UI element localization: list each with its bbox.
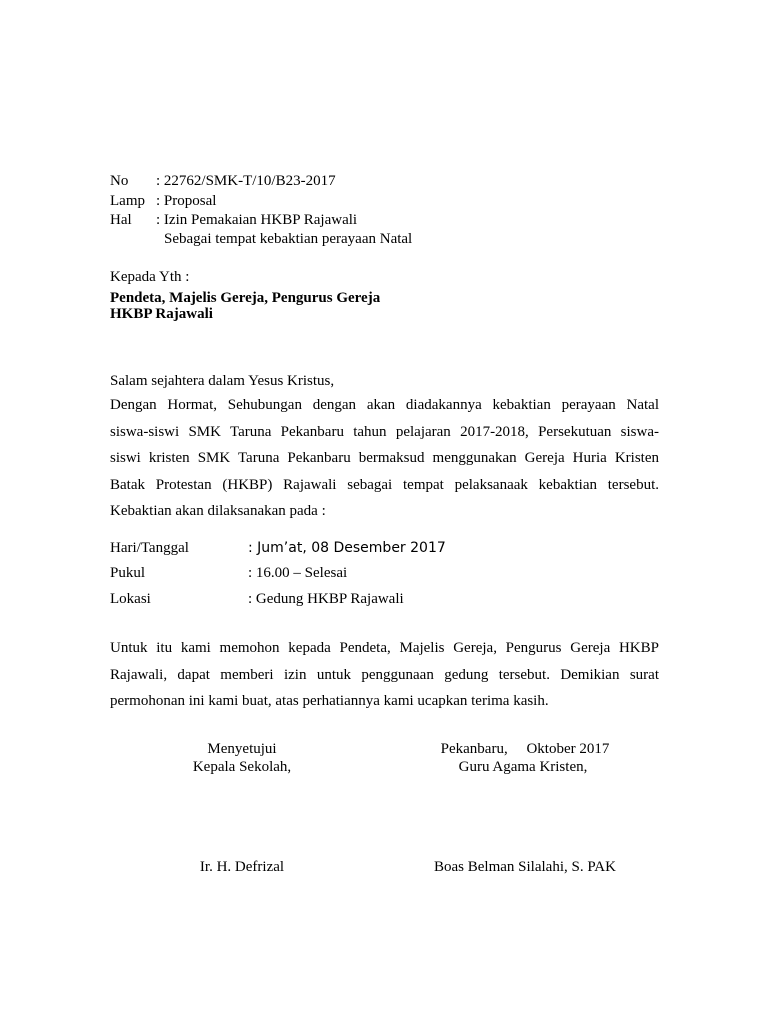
signature-right-place-date: Pekanbaru, Oktober 2017 <box>440 741 610 757</box>
recipient-line-2: HKBP Rajawali <box>110 306 213 322</box>
recipient-salutation: Kepada Yth : <box>110 269 190 285</box>
paragraph-line: permohonan ini kami buat, atas perhatiannya kami ucapkan terima kasih. <box>110 693 549 709</box>
detail-label-location: Lokasi <box>110 591 151 607</box>
paragraph-line: Untuk itu kami memohon kepada Pendeta, Majelis Gereja, Pengurus Gereja HKBP <box>110 640 659 656</box>
hal-value: : Izin Pemakaian HKBP Rajawali <box>156 212 358 228</box>
greeting: Salam sejahtera dalam Yesus Kristus, <box>110 373 335 389</box>
signature-right-name: Boas Belman Silalahi, S. PAK <box>434 859 616 875</box>
detail-label-time: Pukul <box>110 565 146 581</box>
recipient-line-1: Pendeta, Majelis Gereja, Pengurus Gereja <box>110 290 381 306</box>
signature-right-title: Guru Agama Kristen, <box>458 759 588 775</box>
hal-value-continued: Sebagai tempat kebaktian perayaan Natal <box>164 231 413 247</box>
detail-value-location: : Gedung HKBP Rajawali <box>248 591 404 607</box>
lamp-value: : Proposal <box>156 193 217 209</box>
body-paragraph-2 <box>110 635 659 715</box>
lamp-label: Lamp <box>110 193 145 209</box>
signature-left-title: Kepala Sekolah, <box>192 759 292 775</box>
paragraph-line: Dengan Hormat, Sehubungan dengan akan diadakannya kebaktian perayaan Natal <box>110 397 659 413</box>
paragraph-line: siswi kristen SMK Taruna Pekanbaru bermaksud menggunakan Gereja Huria Kristen <box>110 450 659 466</box>
no-value: : 22762/SMK-T/10/B23-2017 <box>156 173 336 189</box>
body-paragraph-1 <box>110 392 659 525</box>
detail-value-time: : 16.00 – Selesai <box>248 565 348 581</box>
paragraph-line: siswa-siswi SMK Taruna Pekanbaru tahun pelajaran 2017-2018, Persekutuan siswa- <box>110 423 659 440</box>
paragraph-line: Batak Protestan (HKBP) Rajawali sebagai tempat pelaksanaak kebaktian tersebut. <box>110 476 659 493</box>
signature-left-approval: Menyetujui <box>207 741 277 757</box>
paragraph-line: Kebaktian akan dilaksanakan pada : <box>110 503 326 519</box>
detail-value-date: : Jum’at, 08 Desember 2017 <box>248 540 446 556</box>
detail-label-date: Hari/Tanggal <box>110 540 189 556</box>
paragraph-line: Rajawali, dapat memberi izin untuk penggunaan gedung tersebut. Demikian surat <box>110 666 659 683</box>
signature-left-name: Ir. H. Defrizal <box>199 859 285 875</box>
hal-label: Hal <box>110 212 132 228</box>
no-label: No <box>110 173 129 189</box>
